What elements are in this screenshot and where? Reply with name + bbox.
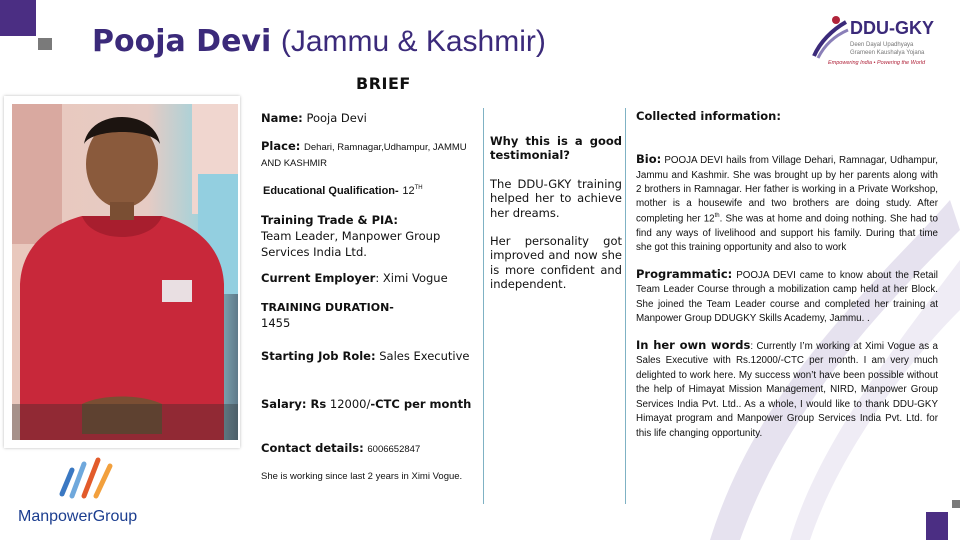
education-value: 12: [402, 185, 415, 197]
contact-label: Contact details:: [261, 441, 364, 455]
ddu-gky-emblem-icon: [810, 14, 850, 60]
field-name: [261, 110, 473, 126]
bio-label: Bio:: [636, 152, 662, 167]
profile-photo: [12, 104, 238, 440]
field-place: [261, 138, 473, 171]
corner-square-bottom-right-small: [952, 500, 960, 508]
contact-value: 6006652847: [367, 444, 421, 455]
place-value: Dehari, Ramnagar,Udhampur, JAMMU AND KASHMIR: [261, 142, 467, 170]
field-starting-role: [261, 348, 473, 364]
corner-square-top-left: [0, 0, 36, 36]
testimonial-reason: [490, 134, 622, 305]
ddu-gky-tagline-1: Deen Dayal Upadhyaya: [850, 42, 914, 48]
own-words-section: [636, 337, 938, 441]
collected-information-heading: Collected information:: [636, 109, 781, 123]
ddu-gky-logo: [810, 14, 938, 70]
own-words-text: : Currently I’m working at Ximi Vogue as a Sales Executive with Rs.12000/-CTC per month. I am very much delighted to work here. My success won’t have been possible without the help of Himayat Mission Management, NIRD, Manpower Group Services India Pvt. Ltd.. As a whole, I would like to thank DDU-GKY Himayat program and Manpower Group Services India Pvt. Ltd. for this life changing opportunity.: [636, 340, 939, 439]
field-training-trade: [261, 212, 473, 260]
training-duration-value: 1455: [261, 316, 291, 331]
bio-text: POOJA DEVI hails from Village Dehari, Ramnagar, Udhampur, Jammu and Kashmir. She was brought up by her parents along with 2 brothers in Ramnagar. Her father is working in a Private Workshop, mother is a housewife and two brothers are doing study. After completing her 12: [636, 155, 938, 225]
field-contact: [261, 440, 473, 456]
person-name: Pooja Devi: [92, 24, 272, 59]
manpowergroup-logo: [16, 454, 176, 534]
bio-superscript: th: [714, 212, 720, 219]
manpowergroup-emblem-icon: [56, 454, 116, 500]
testimonial-reason-paragraph-2: Her personality got improved and now she is more confident and independent.: [490, 233, 622, 291]
profile-photo-frame: [4, 96, 240, 448]
field-current-employer: [261, 270, 473, 286]
name-label: Name:: [261, 111, 303, 125]
field-salary: [261, 396, 473, 412]
starting-role-value: Sales Executive: [379, 349, 470, 363]
ddu-gky-logo-text: DDU-GKY: [850, 18, 934, 38]
name-value: Pooja Devi: [306, 111, 367, 125]
own-words-label: In her own words: [636, 337, 751, 352]
ddu-gky-tagline-3: Empowering India • Powering the World: [828, 60, 925, 66]
manpowergroup-logo-text: ManpowerGroup: [18, 508, 138, 525]
current-employer-label: Current Employer: [261, 271, 376, 285]
person-region: (Jammu & Kashmir): [280, 25, 546, 58]
training-duration-label: TRAINING DURATION-: [261, 301, 394, 314]
place-label: Place:: [261, 139, 301, 153]
salary-suffix: -CTC per month: [370, 397, 472, 411]
testimonial-reason-heading: Why this is a good testimonial?: [490, 134, 622, 163]
page-title: [92, 24, 546, 59]
programmatic-section: [636, 266, 938, 327]
column-divider-1: [483, 108, 484, 504]
education-superscript: TH: [414, 185, 423, 192]
brief-heading: BRIEF: [356, 74, 411, 93]
corner-square-top-left-small: [38, 38, 52, 50]
training-trade-label: Training Trade & PIA:: [261, 213, 399, 227]
employment-note: She is working since last 2 years in Ximi Vogue.: [261, 471, 463, 482]
column-divider-2: [625, 108, 626, 504]
collected-information: [636, 108, 938, 451]
programmatic-label: Programmatic:: [636, 266, 733, 281]
bio-text-continued: . She was at home and doing nothing. She had to find any ways of livelihood and support his family. During that time she got this training opportunity and also to work: [636, 213, 938, 254]
education-label: Educational Qualification-: [263, 185, 399, 197]
current-employer-value: : Ximi Vogue: [375, 271, 448, 285]
salary-label: Salary: Rs: [261, 397, 327, 411]
field-education: [263, 182, 475, 199]
starting-role-label: Starting Job Role:: [261, 349, 376, 363]
corner-square-bottom-right: [926, 512, 948, 540]
person-illustration: [12, 104, 238, 440]
testimonial-reason-paragraph-1: The DDU-GKY training helped her to achieve her dreams.: [490, 176, 622, 220]
field-training-duration: [261, 300, 473, 331]
ddu-gky-tagline-2: Grameen Kaushalya Yojana: [850, 50, 925, 56]
programmatic-text: POOJA DEVI came to know about the Retail Team Leader Course through a mobilization camp held at her Block. She joined the Team Leader course and completed her training at Manpower Group DDUGKY Skills Academy, Jammu. .: [636, 269, 938, 325]
salary-value: 12000/: [329, 397, 371, 411]
training-trade-value: Team Leader, Manpower Group Services India Ltd.: [261, 229, 441, 260]
bio-section: [636, 151, 938, 256]
